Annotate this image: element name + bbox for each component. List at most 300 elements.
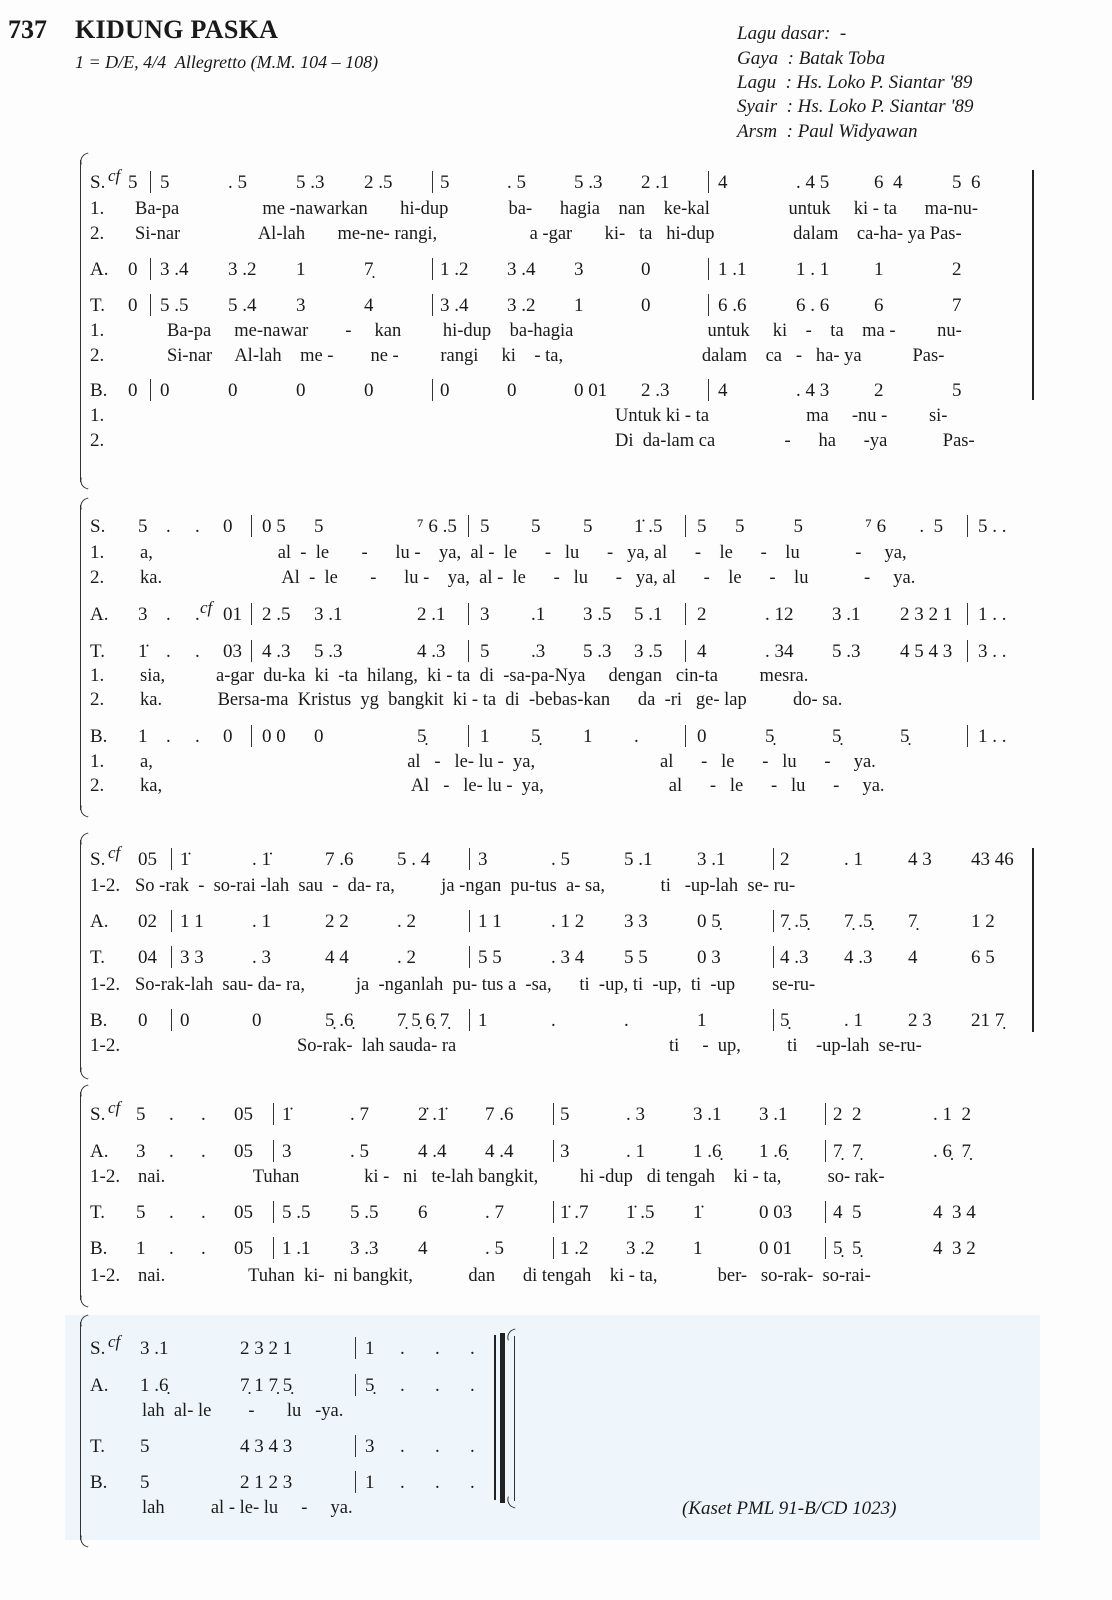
note-beat: 5 <box>765 516 803 537</box>
note-beat: 4 <box>364 295 374 316</box>
credit-lyrics: Syair : Hs. Loko P. Siantar '89 <box>737 96 974 117</box>
lyric-line: So-rak- lah sauda- ra ti - up, ti -up-lah se-ru- <box>297 1036 922 1056</box>
note-beat: 5 5 <box>697 516 745 537</box>
note-beat: 5 5 <box>624 947 648 968</box>
note-beat: 43 46 <box>971 849 1014 870</box>
barline <box>967 603 968 625</box>
note-beat: 1̇ .7 <box>560 1202 589 1223</box>
note-beat: 7 <box>952 295 962 316</box>
note-beat: 5 <box>136 1104 146 1125</box>
note-beat: . <box>195 726 200 747</box>
note-beat: 3 <box>574 259 584 280</box>
note-beat: 0 3 <box>697 947 721 968</box>
lyric-line: ka, Al - le- lu - ya, al - le - lu - ya. <box>140 776 885 796</box>
note-beat: 3 <box>136 1141 146 1162</box>
barline <box>708 171 709 193</box>
note-beat: 2 2 <box>325 911 349 932</box>
note-beat: 3 .2 <box>626 1238 655 1259</box>
note-beat: 7̣ 1 7̣ 5̣ <box>240 1375 293 1396</box>
note-beat: 3 .1 <box>314 604 343 625</box>
note-beat: 1 .6̣ <box>140 1375 169 1396</box>
barline <box>469 1009 470 1031</box>
note-beat: . 5 <box>551 849 570 870</box>
cantus-firmus-mark: cf <box>200 598 213 617</box>
barline <box>967 725 968 747</box>
lyric-line: ka. Bersa-ma Kristus yg bangkit ki - ta di -bebas-kan da -ri ge- lap do- sa. <box>140 690 843 710</box>
note-beat: 0 <box>160 380 170 401</box>
note-beat: 1 . 1 <box>796 259 830 280</box>
lyric-line: Untuk ki - ta ma -nu - si- <box>615 406 948 426</box>
lyric-line: So -rak - so-rai -lah sau - da- ra, ja -ngan pu-tus a- sa, ti -up-lah se- ru- <box>135 876 796 896</box>
barline <box>432 379 433 401</box>
note-beat: 0 <box>296 380 306 401</box>
note-beat: 5̣ <box>531 726 541 747</box>
voice-label: T. <box>90 1436 105 1457</box>
barline <box>773 910 774 932</box>
barline <box>171 848 172 870</box>
cantus-firmus-mark: cf <box>108 1332 121 1351</box>
note-beat: . 12 <box>765 604 794 625</box>
note-beat: . <box>169 1104 174 1125</box>
voice-label: 1-2. <box>90 1035 121 1056</box>
lyric-line: Si-nar Al-lah me - ne - rangi ki - ta, dalam ca - ha- ya Pas- <box>167 346 945 366</box>
note-beat: 3 3 <box>624 911 648 932</box>
barline <box>273 1103 274 1125</box>
voice-label: 1-2. <box>90 1166 121 1187</box>
note-beat: . 4 3 <box>796 380 830 401</box>
note-beat: 0 5 <box>262 516 286 537</box>
note-beat: 3 .1 <box>832 604 861 625</box>
note-beat: 3 <box>560 1141 570 1162</box>
note-beat: 3 .1 <box>697 849 726 870</box>
note-beat: 1 2 <box>971 911 995 932</box>
note-beat: 5̣ <box>417 726 427 747</box>
note-beat: . 34 <box>765 641 794 662</box>
barline <box>685 640 686 662</box>
note-beat: 1 <box>574 295 584 316</box>
barline <box>468 603 469 625</box>
note-beat: . <box>435 1338 440 1359</box>
note-beat: 3 .1 <box>759 1104 788 1125</box>
note-beat: 5 .1 <box>634 604 663 625</box>
note-beat: . 5 <box>507 172 526 193</box>
note-beat: . <box>400 1436 405 1457</box>
note-beat: 4 5 4 3 <box>900 641 953 662</box>
note-beat: 6 <box>874 295 884 316</box>
note-beat: 5̣ <box>832 726 842 747</box>
barline <box>825 1103 826 1125</box>
barline <box>553 1103 554 1125</box>
note-beat: . <box>201 1202 206 1223</box>
note-beat: 4 <box>718 172 728 193</box>
note-beat: 0 <box>641 259 651 280</box>
note-beat: 5 .1 <box>624 849 653 870</box>
lyric-line: So-rak-lah sau- da- ra, ja -nganlah pu- tus a -sa, ti -up, ti -up, ti -up se-ru- <box>135 975 816 995</box>
note-beat: 5 <box>480 641 490 662</box>
note-beat: . <box>435 1436 440 1457</box>
note-beat: 0 <box>314 726 324 747</box>
note-beat: 1 .6̣ <box>693 1141 722 1162</box>
final-barline-thick <box>500 1333 505 1503</box>
lyric-line: nai. Tuhan ki - ni te-lah bangkit, hi -dup di tengah ki - ta, so- rak- <box>138 1167 885 1187</box>
note-beat: 5 <box>138 516 148 537</box>
note-beat: 1 . . <box>978 604 1007 625</box>
note-beat: 4 .3 <box>417 641 446 662</box>
voice-label: A. <box>90 911 109 932</box>
note-beat: . <box>201 1238 206 1259</box>
note-beat: 0 <box>128 295 138 316</box>
barline <box>171 1009 172 1031</box>
barline <box>150 171 151 193</box>
note-beat: 0 <box>128 259 138 280</box>
note-beat: 1 <box>136 1238 146 1259</box>
barline <box>355 1374 356 1396</box>
voice-label: 1. <box>90 320 105 341</box>
note-beat: 02 <box>138 911 157 932</box>
voice-label: T. <box>90 947 105 968</box>
note-beat: 5 <box>560 1104 570 1125</box>
cantus-firmus-mark: cf <box>108 166 121 185</box>
note-beat: . 3 <box>252 947 271 968</box>
note-beat: 3 .3 <box>350 1238 379 1259</box>
barline <box>468 725 469 747</box>
note-beat: 0 <box>697 726 707 747</box>
note-beat: 2 <box>952 259 962 280</box>
barline <box>967 640 968 662</box>
voice-label: S. <box>90 1338 106 1359</box>
cantus-firmus-mark: cf <box>108 843 121 862</box>
note-beat: . <box>634 726 639 747</box>
barline <box>432 171 433 193</box>
note-beat: 3 <box>365 1436 375 1457</box>
note-beat: . <box>470 1436 475 1457</box>
barline <box>967 515 968 537</box>
note-beat: 1 1 <box>180 911 204 932</box>
note-beat: 5 .3 <box>574 172 603 193</box>
note-beat: 0 01 <box>759 1238 793 1259</box>
note-beat: 7̣ <box>908 911 918 932</box>
note-beat: 1 <box>296 259 306 280</box>
barline <box>708 258 709 280</box>
note-beat: . 1 <box>626 1141 645 1162</box>
barline <box>685 603 686 625</box>
note-beat: 4 .4 <box>418 1141 447 1162</box>
note-beat: 6 5 <box>971 947 995 968</box>
voice-label: 1. <box>90 405 105 426</box>
note-beat: 3 <box>296 295 306 316</box>
note-beat: . 7 <box>485 1202 504 1223</box>
note-beat: 5̣ <box>765 726 775 747</box>
note-beat: 5 <box>140 1436 150 1457</box>
voice-label: 1. <box>90 665 105 686</box>
note-beat: 03 <box>223 641 242 662</box>
barline <box>273 1140 274 1162</box>
voice-label: 2. <box>90 567 105 588</box>
lyric-line: sia, a-gar du-ka ki -ta hilang, ki - ta di -sa-pa-Nya dengan cin-ta mesra. <box>140 666 809 686</box>
note-beat: 2 .1 <box>417 604 446 625</box>
note-beat: 7̣ 7̣ <box>833 1141 862 1162</box>
note-beat: . 7 <box>350 1104 369 1125</box>
note-beat: . <box>470 1375 475 1396</box>
barline <box>355 1471 356 1493</box>
note-beat: . 2 <box>397 911 416 932</box>
voice-label: S. <box>90 849 106 870</box>
note-beat: 4 5 <box>833 1202 862 1223</box>
voice-label: B. <box>90 726 108 747</box>
note-beat: ⁷ 6 . 5 <box>832 516 944 537</box>
note-beat: 5 .3 <box>583 641 612 662</box>
note-beat: 5 <box>440 172 450 193</box>
barline <box>432 258 433 280</box>
note-beat: 6 4 <box>874 172 903 193</box>
note-beat: 5̣ 5̣ <box>833 1238 862 1259</box>
note-beat: 4 4 <box>325 947 349 968</box>
voice-label: A. <box>90 604 109 625</box>
note-beat: 1 .6̣ <box>759 1141 788 1162</box>
note-beat: . <box>624 1010 629 1031</box>
note-beat: 1 <box>138 726 148 747</box>
note-beat: 5 . 4 <box>397 849 431 870</box>
barline <box>708 379 709 401</box>
note-beat: 2 .3 <box>641 380 670 401</box>
note-beat: 5 .5 <box>160 295 189 316</box>
note-beat: 3 3 <box>180 947 204 968</box>
voice-label: 2. <box>90 689 105 710</box>
closing-brace <box>508 1336 515 1501</box>
note-beat: 0 01 <box>574 380 608 401</box>
note-beat: 3 .5 <box>634 641 663 662</box>
note-beat: 0 03 <box>759 1202 793 1223</box>
note-beat: 0 <box>223 516 233 537</box>
note-beat: . <box>169 1202 174 1223</box>
note-beat: 1 . . <box>978 726 1007 747</box>
barline <box>685 515 686 537</box>
note-beat: 3 <box>478 849 488 870</box>
note-beat: . <box>435 1472 440 1493</box>
note-beat: 0 <box>223 726 233 747</box>
note-beat: . 4 5 <box>796 172 830 193</box>
note-beat: 7̣ .5̣ <box>844 911 873 932</box>
voice-label: 1-2. <box>90 1265 121 1286</box>
note-beat: 3 .1 <box>140 1338 169 1359</box>
note-beat: 2 1 2 3 <box>240 1472 293 1493</box>
note-beat: 2 <box>780 849 790 870</box>
voice-label: S. <box>90 1104 106 1125</box>
note-beat: 3 . . <box>978 641 1007 662</box>
voice-label: A. <box>90 1141 109 1162</box>
note-beat: . <box>169 1141 174 1162</box>
barline <box>469 910 470 932</box>
voice-label: T. <box>90 1202 105 1223</box>
note-beat: 3 .4 <box>507 259 536 280</box>
note-beat: 1 <box>478 1010 488 1031</box>
barline <box>432 294 433 316</box>
note-beat: 7 .6 <box>485 1104 514 1125</box>
note-beat: 2 3 2 1 <box>900 604 953 625</box>
note-beat: 5 .5 <box>282 1202 311 1223</box>
note-beat: 4 <box>418 1238 428 1259</box>
note-beat: . 1 <box>252 911 271 932</box>
note-beat: 3 <box>480 604 490 625</box>
credit-style: Gaya : Batak Toba <box>737 48 886 69</box>
note-beat: . 6̣ 7̣ <box>933 1141 971 1162</box>
barline <box>773 1009 774 1031</box>
note-beat: 3 .5 <box>583 604 612 625</box>
note-beat: 4 .3 <box>844 947 873 968</box>
note-beat: 1̇ .5 <box>626 1202 655 1223</box>
note-beat: 6 .6 <box>718 295 747 316</box>
barline <box>150 379 151 401</box>
note-beat: 7̣ .5̣ <box>780 911 809 932</box>
note-beat: . <box>400 1472 405 1493</box>
note-beat: 05 <box>234 1202 253 1223</box>
note-beat: . <box>169 1238 174 1259</box>
barline <box>685 725 686 747</box>
note-beat: . <box>435 1375 440 1396</box>
note-beat: 1 .2 <box>560 1238 589 1259</box>
note-beat: 4 3 <box>908 849 932 870</box>
barline <box>825 1237 826 1259</box>
recording-reference: (Kaset PML 91-B/CD 1023) <box>682 1498 897 1519</box>
note-beat: 2 <box>874 380 884 401</box>
lyric-line: lah al- le - lu -ya. <box>142 1401 344 1421</box>
note-beat: 5 .3 <box>296 172 325 193</box>
note-beat: 4 <box>908 947 918 968</box>
note-beat: .1 <box>531 604 546 625</box>
note-beat: . 1 2 <box>551 911 585 932</box>
note-beat: 1̇ <box>180 849 190 870</box>
barline <box>273 1201 274 1223</box>
note-beat: . <box>195 604 200 625</box>
note-beat: 4 3 2 <box>933 1238 976 1259</box>
barline <box>553 1237 554 1259</box>
note-beat: 1 <box>874 259 884 280</box>
barline <box>773 848 774 870</box>
note-beat: 1̇ .5 <box>634 516 663 537</box>
voice-label: 1. <box>90 198 105 219</box>
note-beat: . <box>166 641 171 662</box>
note-beat: 1̇ <box>693 1202 703 1223</box>
note-beat: 3 .2 <box>228 259 257 280</box>
note-beat: 5̣ <box>900 726 910 747</box>
note-beat: 3 .4 <box>160 259 189 280</box>
voice-label: 1. <box>90 751 105 772</box>
note-beat: 5 .3 <box>314 641 343 662</box>
note-beat: 4 .4 <box>485 1141 514 1162</box>
note-beat: . 5 <box>485 1238 504 1259</box>
note-beat: 6 <box>418 1202 428 1223</box>
note-beat: 05 <box>138 849 157 870</box>
lyric-line: Si-nar Al-lah me-ne- rangi, a -gar ki- ta hi-dup dalam ca-ha- ya Pas- <box>135 224 962 244</box>
note-beat: 4 .3 <box>780 947 809 968</box>
note-beat: . <box>201 1141 206 1162</box>
note-beat: . 3 <box>626 1104 645 1125</box>
voice-label: 2. <box>90 223 105 244</box>
barline <box>251 725 252 747</box>
note-beat: . <box>195 641 200 662</box>
note-beat: 2 3 2 1 <box>240 1338 293 1359</box>
barline <box>468 640 469 662</box>
note-beat: 2̇ .1̇ <box>418 1104 447 1125</box>
barline <box>251 603 252 625</box>
note-beat: 0 <box>128 380 138 401</box>
note-beat: 04 <box>138 947 157 968</box>
voice-label: S. <box>90 516 106 537</box>
note-beat: 0 <box>641 295 651 316</box>
note-beat: .3 <box>531 641 546 662</box>
note-beat: 5 <box>136 1202 146 1223</box>
barline <box>553 1201 554 1223</box>
note-beat: . <box>166 604 171 625</box>
note-beat: 5 <box>160 172 170 193</box>
note-beat: 5 <box>531 516 541 537</box>
voice-label: A. <box>90 1375 109 1396</box>
note-beat: 5 .5 <box>350 1202 379 1223</box>
note-beat: . <box>400 1338 405 1359</box>
lyric-line: lah al - le- lu - ya. <box>142 1498 353 1518</box>
note-beat: . 1̇ <box>252 849 271 870</box>
note-beat: 0 <box>252 1010 262 1031</box>
note-beat: 2 .5 <box>262 604 291 625</box>
note-beat: 1 .2 <box>440 259 469 280</box>
note-beat: 3 .4 <box>440 295 469 316</box>
note-beat: . 5 <box>228 172 247 193</box>
lyric-line: ka. Al - le - lu - ya, al - le - lu - ya, al - le - lu - ya. <box>140 568 916 588</box>
note-beat: 5 .3 <box>832 641 861 662</box>
note-beat: 4 3 4 3 <box>240 1436 293 1457</box>
note-beat: 5 .4 <box>228 295 257 316</box>
cantus-firmus-mark: cf <box>108 1098 121 1117</box>
note-beat: 7̣ <box>364 259 374 280</box>
voice-label: T. <box>90 295 105 316</box>
barline <box>553 1140 554 1162</box>
note-beat: 05 <box>234 1141 253 1162</box>
note-beat: 5 . . <box>978 516 1007 537</box>
note-beat: 21 7̣ <box>971 1010 1005 1031</box>
note-beat: . 3 4 <box>551 947 585 968</box>
note-beat: 4 <box>718 380 728 401</box>
note-beat: 0 <box>138 1010 148 1031</box>
barline <box>355 1435 356 1457</box>
note-beat: . <box>551 1010 556 1031</box>
note-beat: 0 5̣ <box>697 911 721 932</box>
note-beat: . 1 <box>844 849 863 870</box>
lyric-line: Di da-lam ca - ha -ya Pas- <box>615 431 975 451</box>
note-beat: 0 <box>364 380 374 401</box>
credit-arranger: Arsm : Paul Widyawan <box>737 121 918 142</box>
note-beat: . <box>166 516 171 537</box>
note-beat: 1̇ <box>282 1104 292 1125</box>
barline <box>708 294 709 316</box>
final-barline-thin <box>494 1335 496 1500</box>
barline <box>251 515 252 537</box>
barline <box>825 1140 826 1162</box>
lyric-line: Ba-pa me -nawarkan hi-dup ba- hagia nan ke-kal untuk ki - ta ma-nu- <box>135 199 979 219</box>
voice-label: 2. <box>90 775 105 796</box>
voice-label: 1-2. <box>90 875 121 896</box>
lyric-line: a, al - le- lu - ya, al - le - lu - ya. <box>140 752 876 772</box>
note-beat: 1 <box>365 1472 375 1493</box>
note-beat: 5 <box>140 1472 150 1493</box>
note-beat: 0 <box>440 380 450 401</box>
note-beat: 2 <box>697 604 707 625</box>
note-beat: 1 1 <box>478 911 502 932</box>
note-beat: . <box>400 1375 405 1396</box>
voice-label: B. <box>90 380 108 401</box>
system-end-line <box>1032 170 1034 400</box>
credit-base-tune: Lagu dasar: - <box>737 23 847 44</box>
note-beat: 1 .1 <box>718 259 747 280</box>
